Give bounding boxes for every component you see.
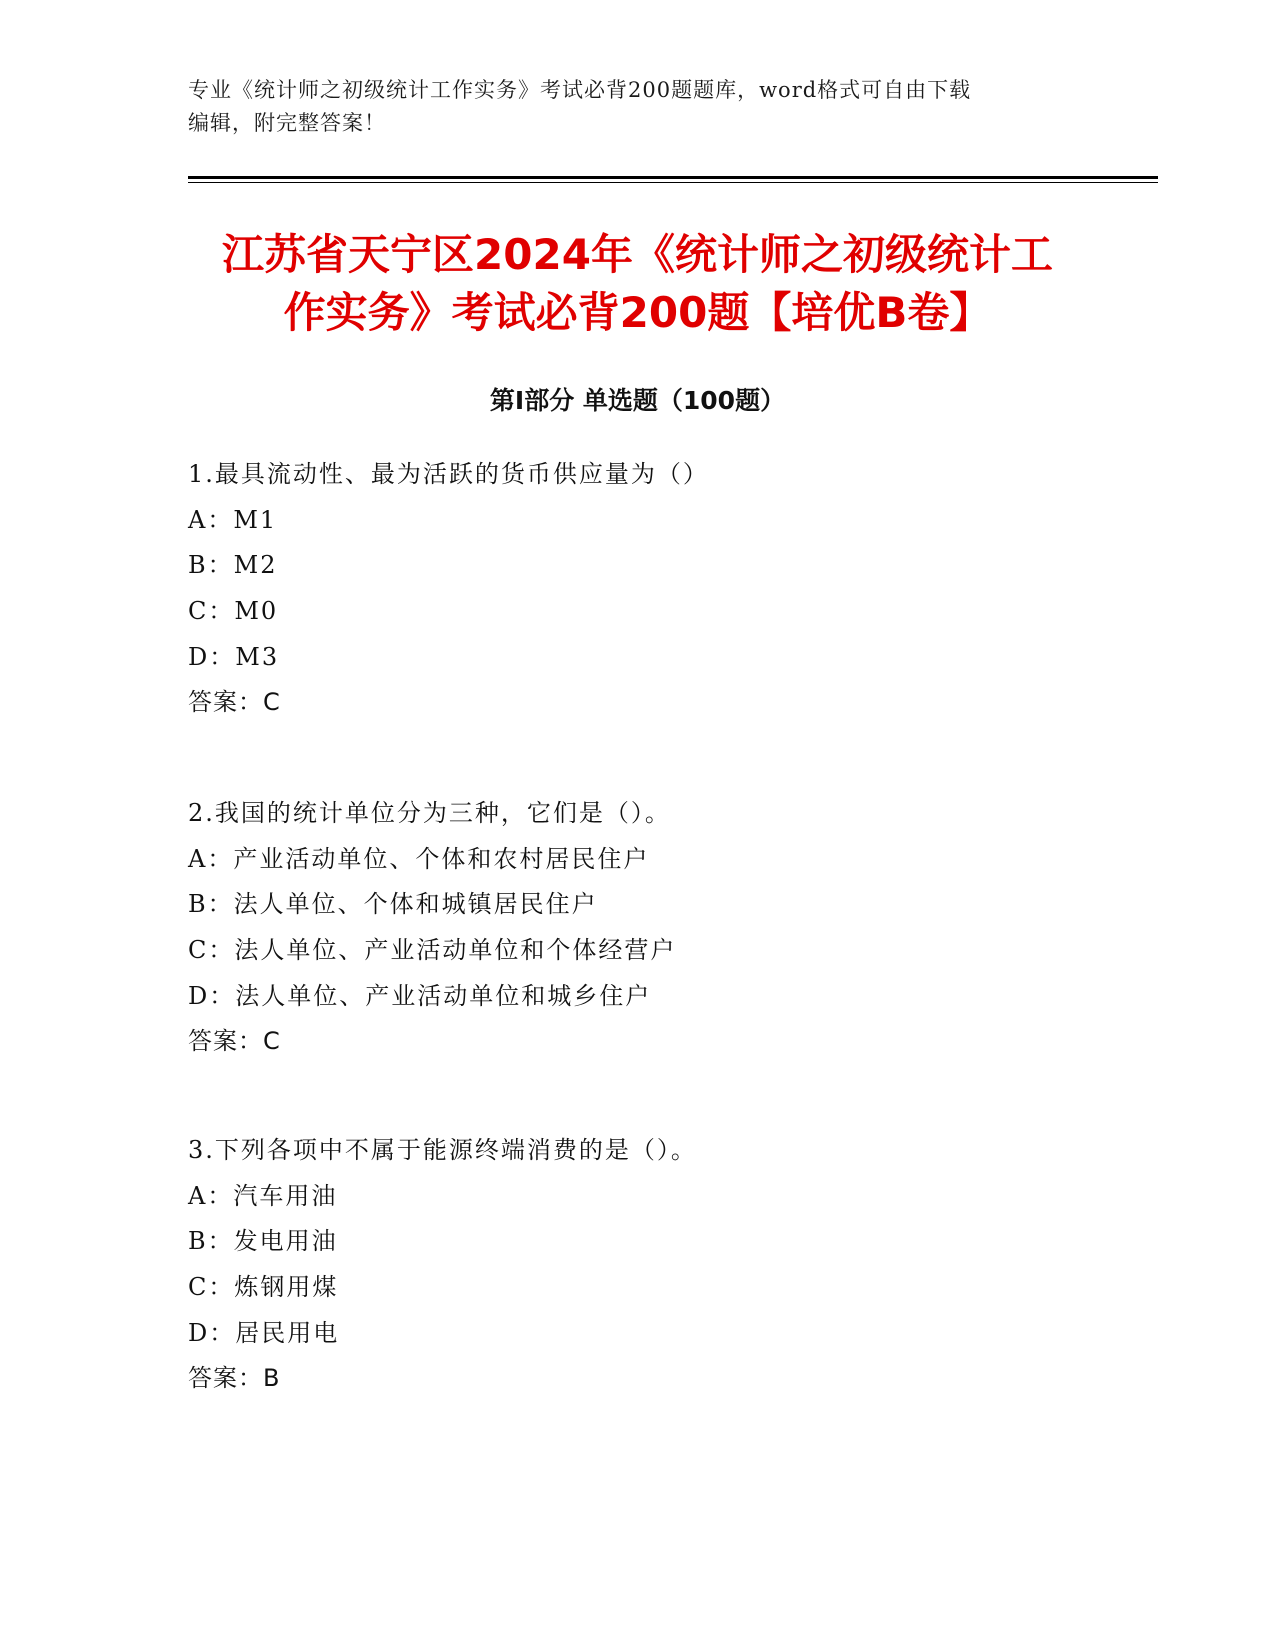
option-b: B：M2 — [188, 551, 278, 580]
header-note — [188, 74, 1088, 140]
answer-line: 答案：C — [188, 1027, 281, 1056]
header-note-line-1: 专业《统计师之初级统计工作实务》考试必背200题题库，word格式可自由下载 — [188, 78, 972, 102]
document-title — [150, 226, 1125, 342]
option-d: D：M3 — [188, 642, 280, 671]
document-title-line-1: 江苏省天宁区2024年《统计师之初级统计工 — [222, 230, 1053, 279]
option-a: A：产业活动单位、个体和农村居民住户 — [188, 844, 650, 873]
option-c: C：炼钢用煤 — [188, 1273, 339, 1302]
option-c: C：法人单位、产业活动单位和个体经营户 — [188, 936, 677, 965]
option-d: D：法人单位、产业活动单位和城乡住户 — [188, 981, 652, 1010]
answer-line: 答案：C — [188, 688, 281, 717]
header-divider-thin — [188, 182, 1158, 183]
answer-line: 答案：B — [188, 1364, 281, 1393]
option-b: B：法人单位、个体和城镇居民住户 — [188, 890, 598, 919]
option-d: D：居民用电 — [188, 1318, 340, 1347]
question-stem: 2.我国的统计单位分为三种，它们是（）。 — [188, 799, 671, 827]
option-a: A：汽车用油 — [188, 1181, 338, 1210]
section-heading: 第Ⅰ部分 单选题（100题） — [489, 386, 786, 415]
option-b: B：发电用油 — [188, 1227, 338, 1256]
header-note-line-2: 编辑，附完整答案！ — [188, 111, 386, 135]
header-divider-thick — [188, 176, 1158, 179]
option-c: C：M0 — [188, 597, 279, 626]
question-stem: 3.下列各项中不属于能源终端消费的是（）。 — [188, 1136, 697, 1164]
question-2 — [188, 791, 1088, 1065]
question-3 — [188, 1128, 1088, 1402]
option-a: A：M1 — [188, 505, 278, 534]
question-stem: 1.最具流动性、最为活跃的货币供应量为（） — [188, 460, 709, 488]
document-title-line-2: 作实务》考试必背200题【培优B卷】 — [283, 288, 992, 337]
question-1 — [188, 452, 1088, 726]
